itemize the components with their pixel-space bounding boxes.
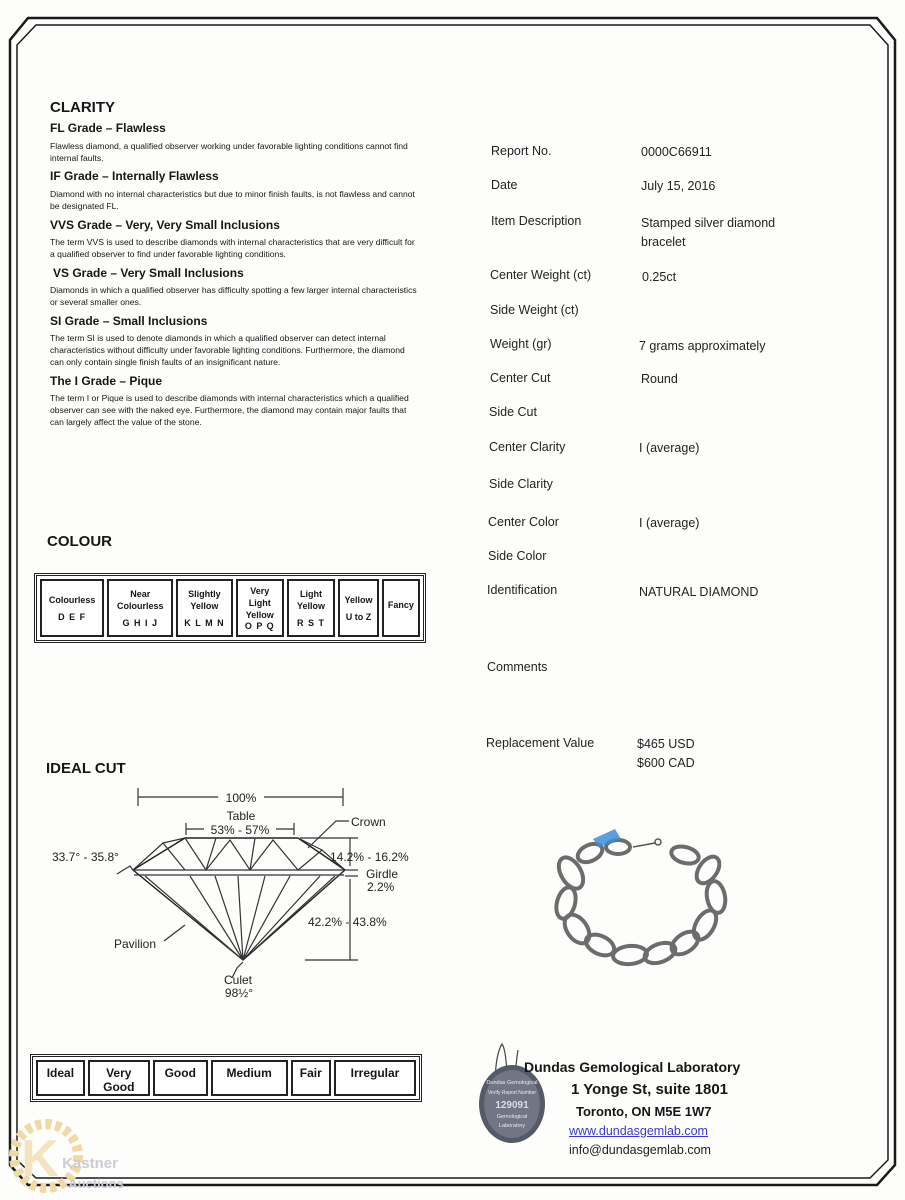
cut-table-range: 53% - 57% [210,823,270,837]
grade-heading-i: The I Grade – Pique [50,374,163,388]
label-comments: Comments [487,660,548,674]
cut-grade-fair: Fair [291,1060,331,1096]
colour-cell-colourless: Colourless D E F [40,579,104,637]
label-center-color: Center Color [488,515,559,529]
cut-culet-label: Culet [223,973,253,987]
value-replacement-usd: $465 USD [637,737,695,751]
colour-cell-slightly-yellow: Slightly Yellow K L M N [176,579,232,637]
value-center-color: I (average) [639,516,700,530]
value-report-no: 0000C66911 [641,145,712,159]
label-date: Date [491,178,518,192]
grade-heading-vvs: VVS Grade – Very, Very Small Inclusions [50,218,280,232]
label-replacement-value: Replacement Value [486,736,595,750]
svg-text:K: K [21,1130,59,1188]
hologram-number: 129091 [495,1100,529,1111]
label-side-weight: Side Weight (ct) [490,303,579,317]
hologram-line3: Gemological [496,1114,528,1120]
cut-grade-ideal: Ideal [36,1060,85,1096]
grade-text-si: The term SI is used to denote diamonds in which a qualified observer can detect internal characteristics without difficulty under favorable lighting conditions. Furthermore, the diamond can only contain single finish faults of an insignificant nature. [50,333,405,367]
cut-grade-table [30,1054,422,1102]
label-center-cut: Center Cut [490,371,551,385]
cut-grade-irregular: Irregular [334,1060,416,1096]
grade-text-if: Diamond with no internal characteristics but due to minor finish faults, is not flawless and cannot be designated FL. [50,189,415,211]
cut-girdle-pct: 2.2% [367,880,395,894]
bracelet-photo [545,825,755,985]
label-center-weight: Center Weight (ct) [490,268,592,282]
cut-grade-good: Good [153,1060,208,1096]
cut-table-label: Table [226,809,256,823]
hologram-line4: Laboratory [498,1123,526,1129]
colour-cell-yellow: Yellow U to Z [338,579,379,637]
label-weight-gr: Weight (gr) [490,337,552,351]
lab-name: Dundas Gemological Laboratory [524,1059,741,1075]
grade-text-vs: Diamonds in which a qualified observer has difficulty spotting a few larger internal characteristics or several smaller ones. [50,285,417,307]
grade-text-fl: Flawless diamond, a qualified observer working under favorable lighting conditions cannot find internal faults. [50,141,408,163]
lab-email: info@dundasgemlab.com [569,1143,711,1157]
value-weight-gr: 7 grams approximately [639,339,766,353]
grade-text-vvs: The term VVS is used to describe diamonds with internal characteristics that are very difficult for a qualified observer to find under favorable lighting conditions. [50,237,415,259]
value-item-description: Stamped silver diamond bracelet [641,216,776,249]
cut-crown-angle: 33.7° - 35.8° [52,850,119,864]
lab-website-link[interactable]: www.dundasgemlab.com [569,1124,708,1138]
grade-heading-if: IF Grade – Internally Flawless [50,169,219,183]
hologram-line1: Dundas Gemological [486,1080,538,1086]
label-center-clarity: Center Clarity [489,440,566,454]
hologram-line2: Verify Report Number [487,1090,537,1096]
cut-pavilion-label: Pavilion [114,937,157,951]
value-identification: NATURAL DIAMOND [639,585,759,599]
colour-title: COLOUR [47,533,112,550]
auction-watermark [8,1112,138,1194]
grade-heading-fl: FL Grade – Flawless [50,121,166,135]
cut-girdle-label: Girdle [366,867,399,881]
grade-heading-si: SI Grade – Small Inclusions [50,314,208,328]
watermark-line1: Kastner [62,1155,118,1172]
cut-pavilion-depth: 42.2% - 43.8% [308,915,387,929]
label-side-cut: Side Cut [489,405,537,419]
ideal-cut-title: IDEAL CUT [46,760,126,777]
colour-cell-near-colourless: Near Colourless G H I J [107,579,173,637]
value-replacement-cad: $600 CAD [637,756,695,770]
lab-city: Toronto, ON M5E 1W7 [576,1104,712,1119]
colour-cell-light-yellow: Light Yellow R S T [287,579,335,637]
cut-crown-label: Crown [351,815,386,829]
clarity-title: CLARITY [50,99,115,116]
value-center-clarity: I (average) [639,441,700,455]
lab-address: 1 Yonge St, suite 1801 [571,1081,729,1098]
value-date: July 15, 2016 [641,179,716,193]
cut-grade-medium: Medium [211,1060,288,1096]
cut-crown-height: 14.2% - 16.2% [330,850,409,864]
cut-culet-angle: 98½° [224,986,254,1000]
colour-cell-very-light-yellow: Very Light Yellow O P Q [236,579,284,637]
watermark-line2: Auctions [68,1176,124,1191]
value-center-cut: Round [641,372,678,386]
label-report-no: Report No. [491,144,552,158]
label-identification: Identification [487,583,558,597]
cut-grade-very-good: Very Good [88,1060,150,1096]
label-item-description: Item Description [491,214,582,228]
label-side-color: Side Color [488,549,547,563]
grade-heading-vs: VS Grade – Very Small Inclusions [53,266,244,280]
colour-cell-fancy: Fancy [382,579,420,637]
value-center-weight: 0.25ct [642,270,677,284]
label-side-clarity: Side Clarity [489,477,553,491]
cut-total-label: 100% [225,791,257,805]
grade-text-i: The term I or Pique is used to describe diamonds with internal characteristics which a qualified observer can see with the naked eye. Furthermore, the diamond may contain major faults that can largely affect the value of the stone. [50,393,409,427]
